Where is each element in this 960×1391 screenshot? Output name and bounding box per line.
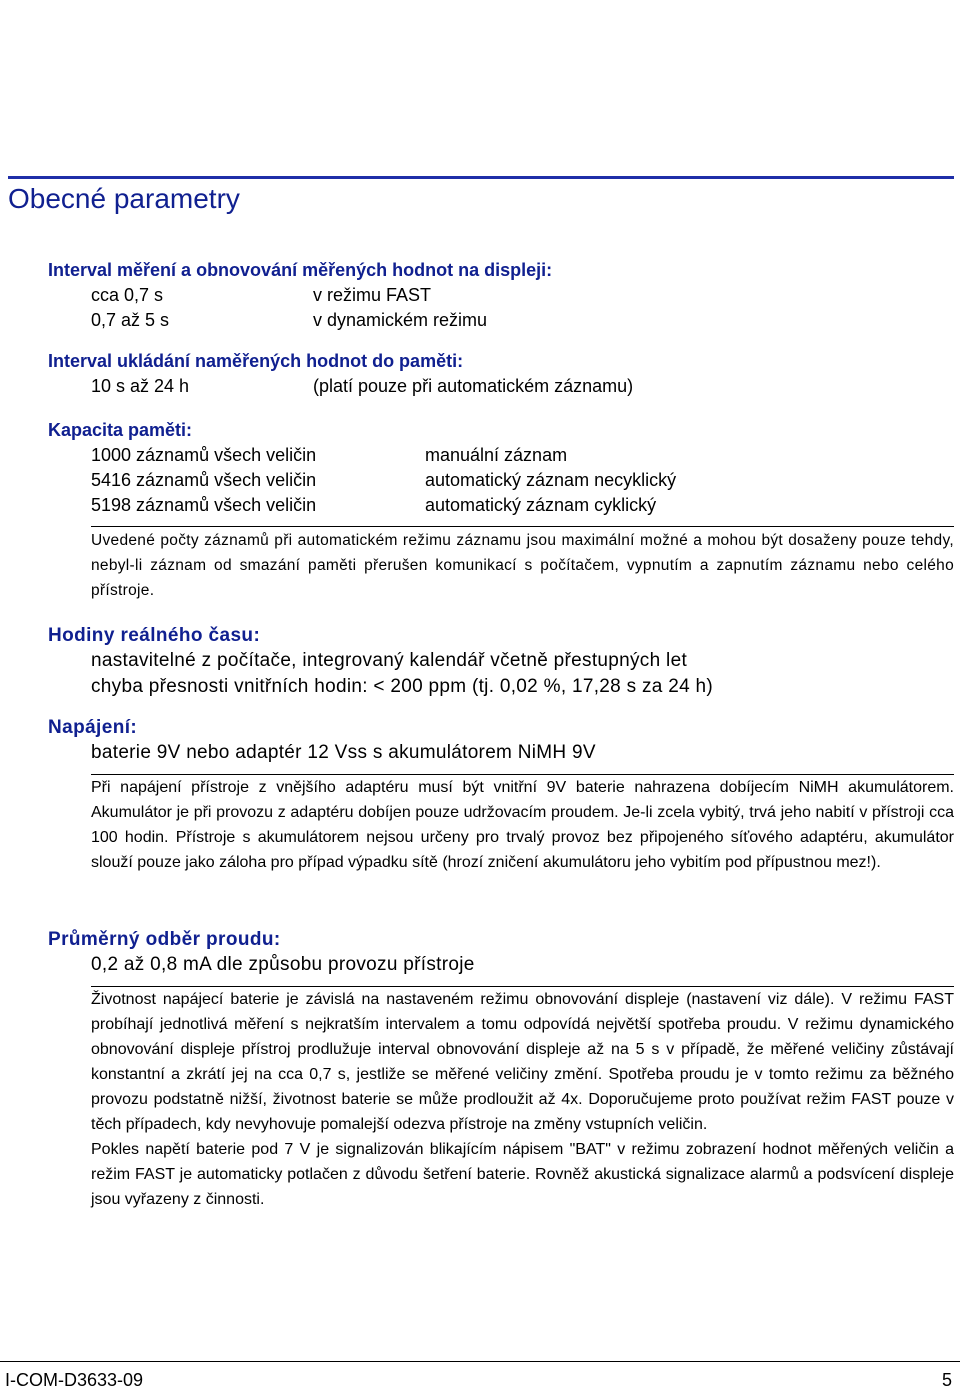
section-storage-interval [48,349,954,399]
param-desc: automatický záznam necyklický [425,470,677,490]
param-desc: manuální záznam [425,445,568,465]
document-code: I-COM-D3633-09 [5,1370,144,1390]
param-row [48,308,954,333]
param-desc: v dynamickém režimu [313,310,488,330]
current-note [91,986,954,1212]
power-note [91,774,954,875]
note-text: Uvedené počty záznamů při automatickém režimu záznamu jsou maximální možné a mohou být dosaženy pouze tehdy, nebyl-li záznam od smazání paměti přerušen komunikací s počítačem, vypnutím a zapnutím záznamu nebo celého přístroje. [91,532,954,599]
param-value: 5416 záznamů všech veličin [91,470,317,490]
param-value: 0,7 až 5 s [91,310,170,330]
param-row [48,283,954,308]
current-line: 0,2 až 0,8 mA dle způsobu provozu přístroje [91,954,475,975]
section-heading: Napájení: [48,717,138,738]
param-desc: (platí pouze při automatickém záznamu) [313,376,634,396]
param-row [48,468,954,493]
section-heading: Průměrný odběr proudu: [48,929,281,950]
rtc-line: chyba přesnosti vnitřních hodin: < 200 ppm (tj. 0,02 %, 17,28 s za 24 h) [91,676,714,697]
section-heading: Interval měření a obnovování měřených hodnot na displeji: [48,260,553,280]
section-memory-capacity [48,418,954,603]
memory-note [91,526,954,603]
section-heading: Interval ukládání naměřených hodnot do paměti: [48,351,464,371]
page-number: 5 [941,1370,952,1390]
note-text: Životnost napájecí baterie je závislá na nastaveném režimu obnovování displeje (nastavení viz dále). V režimu FAST probíhají jednotlivá měření s nejkratším intervalem a tomu odpovídá největší spotřeba proudu. V režimu dynamického obnovování displeje přístroj prodlužuje interval obnovování displeje až na 5 s v případě, že měřené veličiny zůstávají konstantní a zkrátí jej na cca 0,7 s, jestliže se měřené veličiny změní. Spotřeba proudu je v tomto režimu za běžného provozu podstatně nižší, životnost baterie se může prodloužit až 4x. Doporučujeme proto používat režim FAST pouze v těch případech, kdy nevyhovuje pomalejší odezva přístroje na změny vstupních veličin. [91,991,954,1133]
rtc-line: nastavitelné z počítače, integrovaný kalendář včetně přestupných let [91,650,688,671]
section-power [48,715,954,875]
param-row [48,493,954,518]
param-value: 5198 záznamů všech veličin [91,495,317,515]
param-desc: v režimu FAST [313,285,432,305]
section-rtc [48,623,954,700]
footer-rule [0,1361,960,1362]
section-heading: Kapacita paměti: [48,420,193,440]
param-value: 1000 záznamů všech veličin [91,445,317,465]
power-line: baterie 9V nebo adaptér 12 Vss s akumulátorem NiMH 9V [91,742,596,763]
section-current [48,927,954,1212]
section-measurement-interval [48,258,954,333]
note-text: Pokles napětí baterie pod 7 V je signalizován blikajícím nápisem "BAT" v režimu zobrazení hodnot měřených veličin a režim FAST je automaticky potlačen z důvodu šetření baterie. Rovněž akustická signalizace alarmů a podsvícení displeje jsou vyřazeny z činnosti. [91,1141,954,1208]
param-row [48,443,954,468]
param-desc: automatický záznam cyklický [425,495,657,515]
param-row [48,374,954,399]
param-value: 10 s až 24 h [91,376,190,396]
param-value: cca 0,7 s [91,285,164,305]
note-text: Při napájení přístroje z vnějšího adaptéru musí být vnitřní 9V baterie nahrazena dobíjecím NiMH akumulátorem. Akumulátor je při provozu z adaptéru dobíjen pouze udržovacím proudem. Je-li zcela vybitý, trvá jeho nabití v přístroji cca 100 hodin. Přístroje s akumulátorem nejsou určeny pro trvalý provoz bez připojeného síťového adaptéru, akumulátor slouží pouze jako záloha pro případ výpadku sítě (hrozí zničení akumulátoru jeho vybitím pod přípustnou mez!). [91,779,954,871]
title-rule [8,176,954,179]
section-heading: Hodiny reálného času: [48,625,261,646]
page-title: Obecné parametry [8,183,240,214]
